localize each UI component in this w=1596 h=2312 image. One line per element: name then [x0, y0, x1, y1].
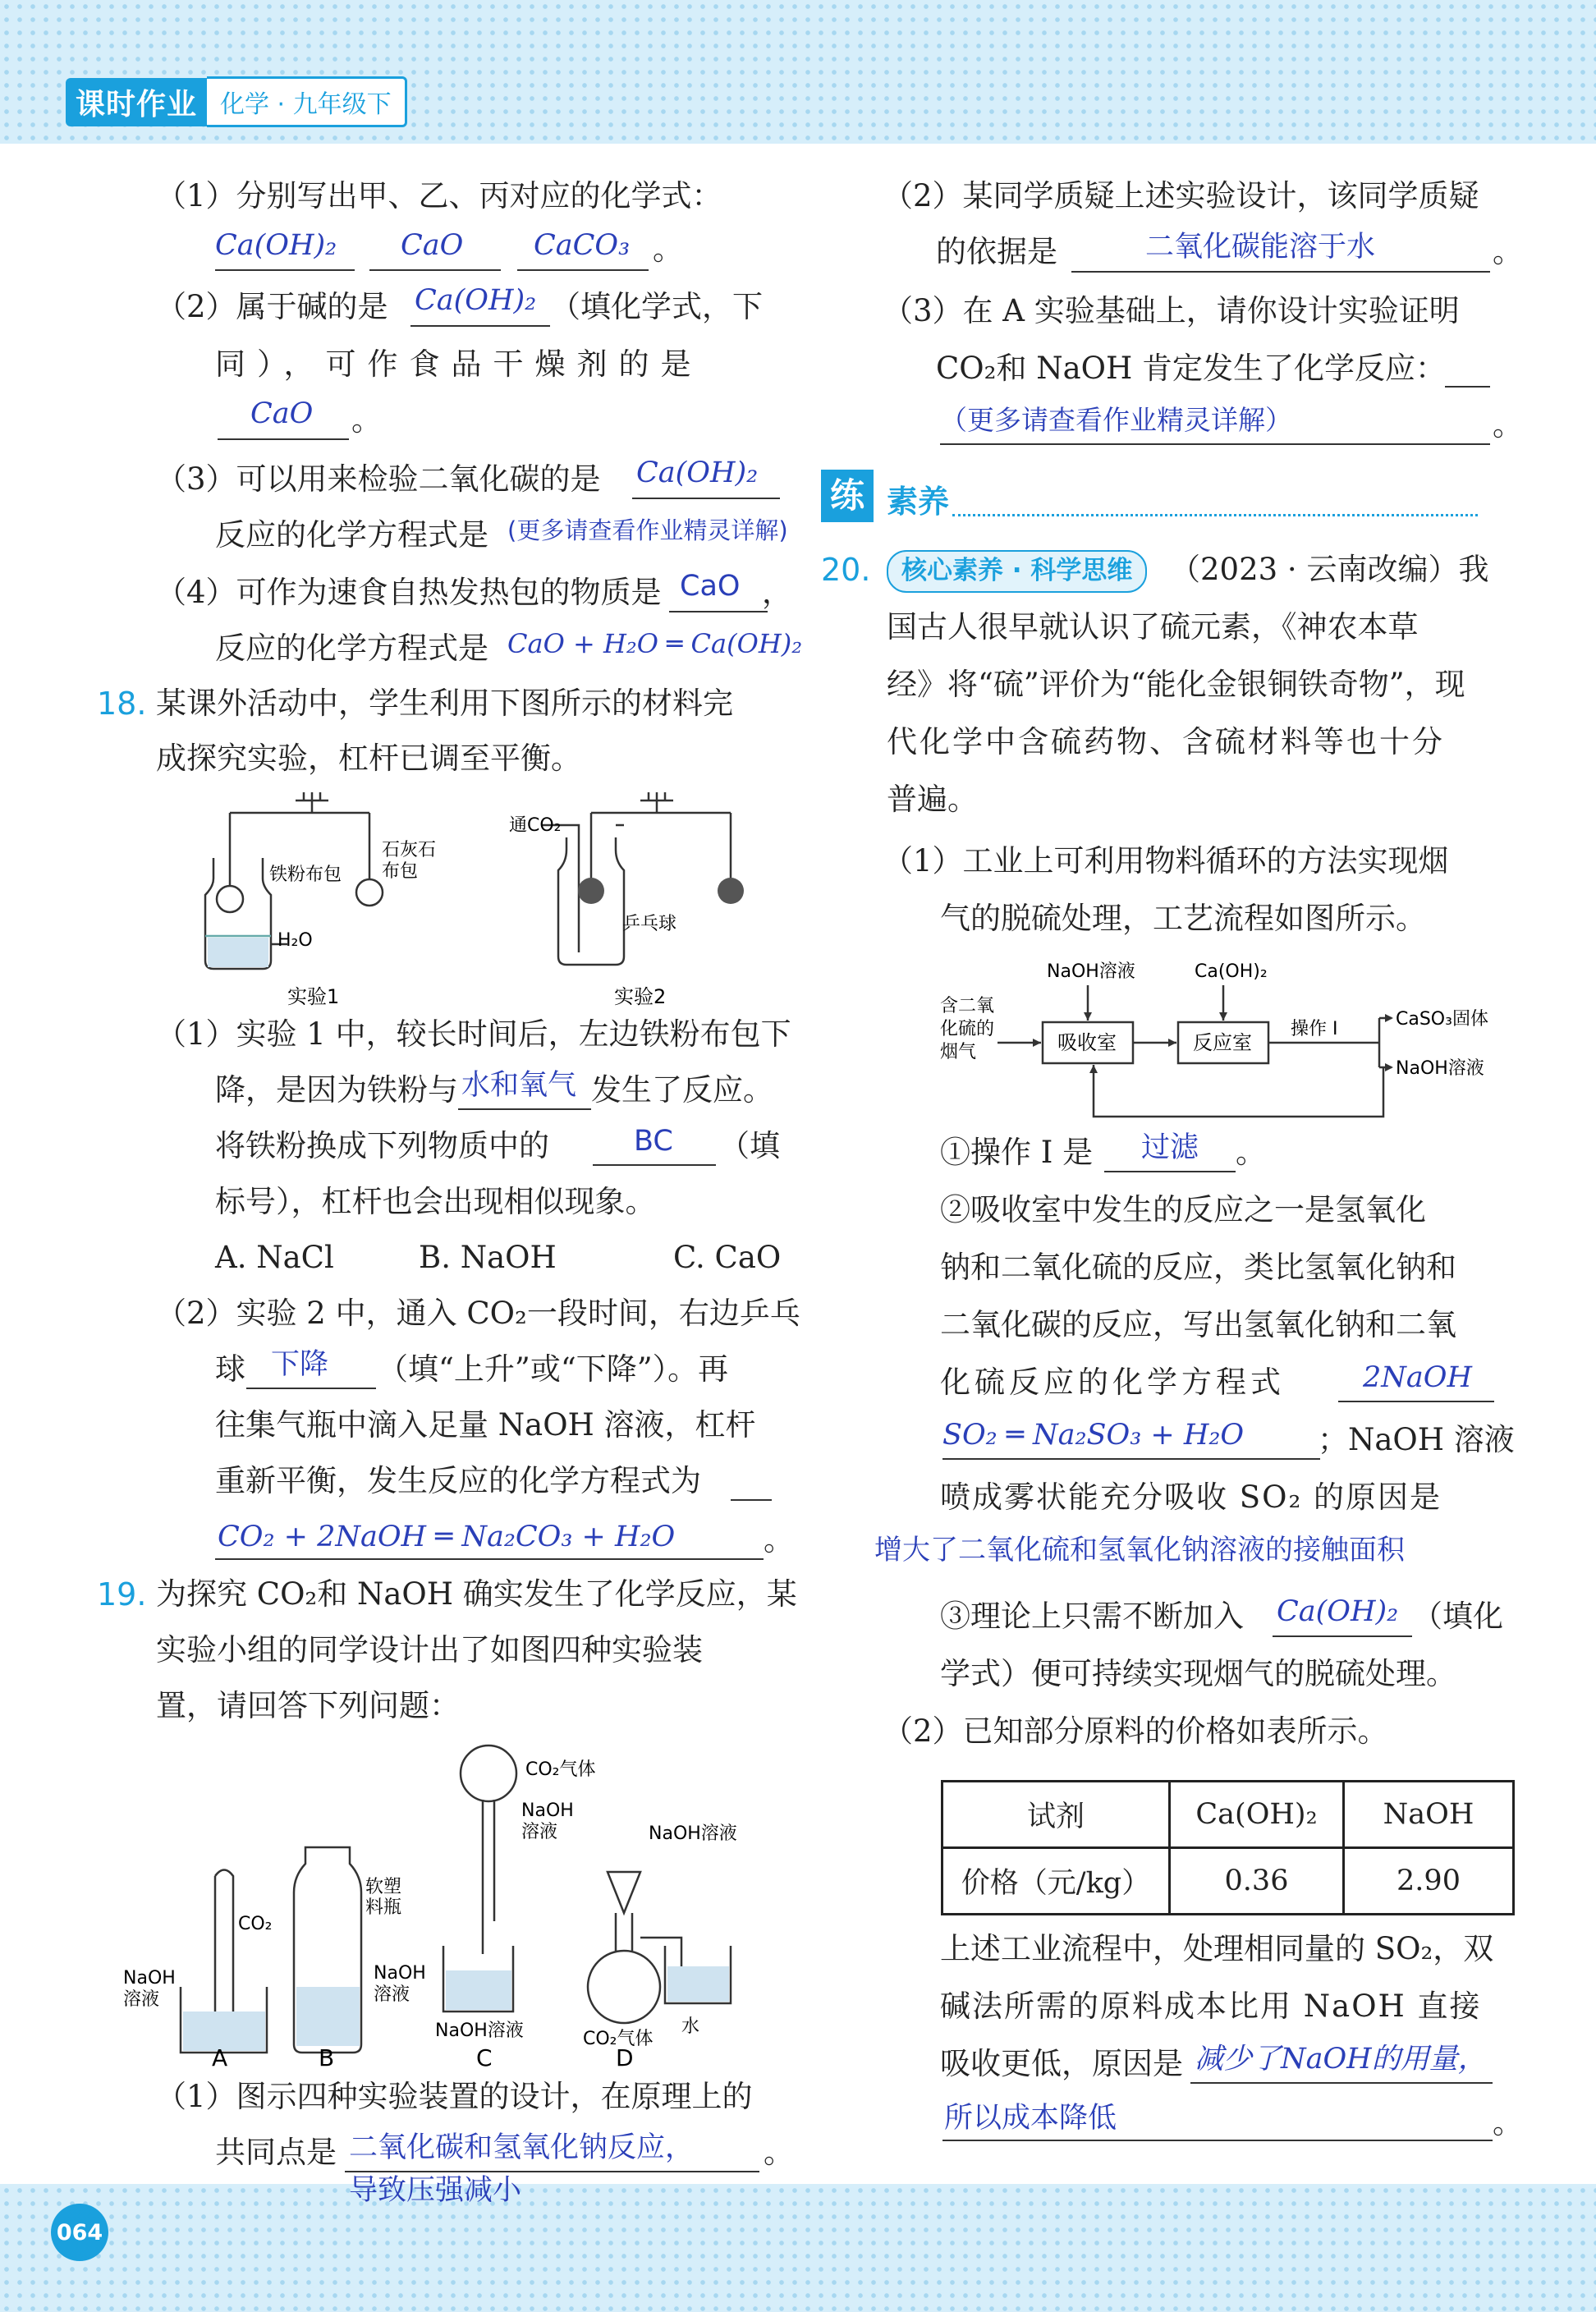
- q18-p2-answer-2: CO₂ + 2NaOH ═ Na₂CO₃ + H₂O: [218, 1521, 676, 1553]
- q18-option-a: A. NaCl: [215, 1240, 334, 1275]
- q17-p4-line1: （4）可作为速食自热发热包的物质是: [156, 575, 662, 610]
- q18-p2-line1: （2）实验 2 中，通入 CO₂一段时间，右边乒乓: [156, 1296, 800, 1331]
- answer-line: [246, 1388, 376, 1389]
- q17-p2-line1a: （2）属于碱的是: [156, 289, 388, 324]
- reaction-chamber: 反应室: [1193, 1031, 1252, 1054]
- label-cloth-bag: 布包: [382, 861, 419, 882]
- flow-caoh2-input: Ca(OH)₂: [1195, 961, 1268, 982]
- caption-exp1: 实验1: [287, 985, 340, 1008]
- caption-d: D: [616, 2044, 634, 2069]
- label-naoh-a: NaOH: [123, 1968, 176, 1989]
- caption-a: A: [212, 2044, 228, 2069]
- period: 。: [1493, 2105, 1523, 2140]
- label-co2-in: 通CO₂: [509, 815, 562, 836]
- footer-pattern: [0, 2184, 1596, 2312]
- q20-p1-line1: （1）工业上可利用物料循环的方法实现烟: [883, 843, 1449, 878]
- answer-line: [218, 438, 349, 440]
- q19-p3-line2: CO₂和 NaOH 肯定发生了化学反应：: [936, 351, 1447, 386]
- label-co2-gas-d: CO₂气体: [583, 2029, 654, 2049]
- q20-stem-2: 国古人很早就认识了硫元素，《神农本草: [887, 609, 1419, 645]
- q18-stem-1: 某课外活动中，学生利用下图所示的材料完: [156, 686, 733, 721]
- answer-line: [669, 611, 768, 612]
- q17-p4-answer-1: CaO: [680, 570, 741, 603]
- q20-s3-line1a: ③理论上只需不断加入: [940, 1599, 1244, 1634]
- answer-line: [1273, 1635, 1412, 1637]
- q20-s2-answer-1: 2NaOH: [1363, 1361, 1472, 1394]
- label-solution-a: 溶液: [123, 1989, 160, 2010]
- table-row: [942, 1848, 1514, 1915]
- comma: ，: [762, 575, 792, 610]
- q18-number: 18.: [97, 686, 147, 722]
- q18-p1-answer-1: 水和氧气: [461, 1069, 577, 1102]
- label-iron-bag: 铁粉布包: [269, 865, 342, 885]
- label-solution-c: 溶液: [521, 1822, 558, 1842]
- label-naoh-solution-d: NaOH溶液: [649, 1823, 737, 1844]
- q20-s1-answer: 过滤: [1141, 1131, 1199, 1164]
- label-water: H₂O: [277, 930, 313, 951]
- label-water-d: 水: [681, 2016, 700, 2037]
- q19-p1-answer-2: 导致压强减小: [349, 2174, 522, 2207]
- section-title: 素养: [887, 483, 950, 520]
- q20-s2-line2: 钠和二氧化硫的反应，类比氢氧化钠和: [940, 1250, 1456, 1285]
- q20-p2-line3: 碱法所需的原料成本比用 NaOH 直接: [940, 1989, 1482, 2024]
- q20-stem-1: （2023 · 云南改编）我: [1170, 552, 1489, 587]
- label-solution-b: 溶液: [374, 1984, 410, 2005]
- answer-line: [1071, 271, 1490, 273]
- q17-p1-answer-3: CaCO₃: [534, 229, 631, 262]
- q17-p1-text: （1）分别写出甲、乙、丙对应的化学式：: [156, 178, 722, 213]
- answer-line: [215, 269, 355, 271]
- period: 。: [1493, 234, 1523, 269]
- period: 。: [351, 402, 382, 438]
- q18-option-b: B. NaOH: [419, 1240, 557, 1275]
- label-co2-gas-c: CO₂气体: [525, 1759, 596, 1780]
- q18-p2-line3: 往集气瓶中滴入足量 NaOH 溶液，杠杆: [215, 1407, 756, 1443]
- q20-p1-line2: 气的脱硫处理，工艺流程如图所示。: [940, 901, 1426, 936]
- q18-p2-line4: 重新平衡，发生反应的化学方程式为: [215, 1463, 701, 1498]
- answer-line: [942, 1458, 1320, 1460]
- flow-gas-label-3: 烟气: [940, 1042, 977, 1062]
- q17-p3-line1: （3）可以用来检验二氧化碳的是: [156, 461, 601, 497]
- label-soft-bottle-1: 软塑: [365, 1877, 402, 1897]
- q20-s2-line3: 二氧化碳的反应，写出氢氧化钠和二氧: [940, 1307, 1456, 1342]
- q17-p2-answer-1: Ca(OH)₂: [415, 284, 537, 317]
- output-naoh: NaOH溶液: [1396, 1058, 1484, 1079]
- q20-stem-3: 经》将“硫”评价为“能化金银铜铁奇物”，现: [887, 667, 1465, 702]
- label-naoh-c: NaOH: [521, 1801, 574, 1821]
- q19-stem-2: 实验小组的同学设计出了如图四种实验装: [156, 1632, 703, 1667]
- answer-line: [410, 325, 550, 327]
- q18-p1-line4: 标号），杠杆也会出现相似现象。: [215, 1184, 656, 1219]
- q20-stem-5: 普遍。: [887, 782, 978, 817]
- flow-gas-label-2: 化硫的: [940, 1019, 995, 1039]
- q18-p1-line1: （1）实验 1 中，较长时间后，左边铁粉布包下: [156, 1016, 791, 1052]
- desulfurization-flow-diagram: [936, 952, 1543, 1133]
- output-caso3: CaSO₃固体: [1396, 1009, 1488, 1030]
- practice-icon: 练: [821, 470, 874, 522]
- q19-p1-line2: 共同点是: [215, 2135, 337, 2170]
- q17-p2-line2: 同），可作食品干燥剂的是: [215, 346, 703, 382]
- period: 。: [653, 232, 683, 267]
- label-co2-a: CO₂: [238, 1914, 273, 1934]
- period: 。: [1236, 1135, 1266, 1170]
- q20-s2-line1: ②吸收室中发生的反应之一是氢氧化: [940, 1192, 1426, 1227]
- q18-p1-line2b: 发生了反应。: [591, 1072, 773, 1108]
- period: 。: [764, 2135, 794, 2170]
- answer-line: [517, 269, 649, 271]
- q18-p1-line3b: （填: [719, 1128, 780, 1163]
- q17-p3-answer-1: Ca(OH)₂: [636, 456, 759, 489]
- label-pingpong: 乒乓球: [622, 914, 677, 934]
- section-divider: [952, 514, 1478, 516]
- q18-p1-line2a: 降，是因为铁粉与: [215, 1072, 458, 1108]
- answer-line: [215, 1558, 764, 1560]
- q20-number: 20.: [821, 552, 871, 588]
- competency-tag: 核心素养 · 科学思维: [887, 550, 1147, 593]
- q20-stem-4: 代化学中含硫药物、含硫材料等也十分: [887, 724, 1445, 759]
- answer-line: [632, 498, 780, 499]
- q19-p2-answer: 二氧化碳能溶于水: [1145, 231, 1376, 264]
- answer-line: [1190, 2082, 1493, 2084]
- q18-p2-line2b: （填“上升”或“下降”）。再: [378, 1351, 729, 1387]
- q20-s2-answer-2: SO₂ ═ Na₂SO₃ + H₂O: [942, 1419, 1245, 1452]
- table-header: NaOH: [1344, 1782, 1514, 1848]
- q19-apparatus-figure: [115, 1741, 772, 2069]
- q20-p2-answer-1: 减少了NaOH的用量，: [1195, 2043, 1487, 2076]
- label-soft-bottle-2: 料瓶: [365, 1897, 402, 1918]
- absorption-chamber: 吸收室: [1057, 1031, 1117, 1054]
- q19-stem-1: 为探究 CO₂和 NaOH 确实发生了化学反应，某: [156, 1576, 797, 1612]
- q18-stem-2: 成探究实验，杠杆已调至平衡。: [156, 741, 581, 776]
- caption-b: B: [319, 2044, 335, 2069]
- q18-lever-figure: [181, 788, 772, 1010]
- q20-s3-line1b: （填化: [1412, 1599, 1503, 1634]
- caption-c: C: [476, 2044, 493, 2069]
- q19-p1-answer-1: 二氧化碳和氢氧化钠反应，: [349, 2131, 695, 2164]
- q19-p3-answer: （更多请查看作业精灵详解）: [940, 404, 1292, 436]
- operation-1-label: 操作 I: [1291, 1019, 1338, 1039]
- label-naoh-b: NaOH: [374, 1963, 426, 1984]
- price-table: [941, 1780, 1515, 1915]
- label-naoh-solution-c: NaOH溶液: [435, 2021, 524, 2041]
- q20-s2-answer-3: 增大了二氧化硫和氢氧化钠溶液的接触面积: [874, 1534, 1405, 1567]
- q20-p2-answer-2: 所以成本降低: [944, 2102, 1117, 2135]
- answer-line: [1104, 1171, 1236, 1172]
- answer-line: [458, 1108, 591, 1110]
- q17-p2-line1b: （填化学式，下: [550, 289, 763, 324]
- answer-line: [942, 2140, 1493, 2141]
- flow-naoh-input: NaOH溶液: [1047, 961, 1135, 982]
- q20-p2-line4: 吸收更低，原因是: [940, 2046, 1183, 2081]
- q18-p2-answer-1: 下降: [271, 1348, 329, 1381]
- answer-line: [369, 269, 501, 271]
- label-limestone: 石灰石: [382, 840, 437, 860]
- q18-p1-answer-2: BC: [634, 1125, 673, 1158]
- q18-p1-line3a: 将铁粉换成下列物质中的: [215, 1128, 549, 1163]
- q20-p2-line1: （2）已知部分原料的价格如表所示。: [883, 1713, 1388, 1749]
- q19-p1-line1: （1）图示四种实验装置的设计，在原理上的: [156, 2079, 753, 2114]
- q17-p1-answer-1: Ca(OH)₂: [215, 229, 337, 262]
- q17-p4-line2: 反应的化学方程式是: [215, 631, 488, 666]
- q20-p2-line2: 上述工业流程中，处理相同量的 SO₂，双: [940, 1931, 1494, 1966]
- q19-p3-line1: （3）在 A 实验基础上，请你设计实验证明: [883, 293, 1460, 328]
- header-brand: [66, 79, 407, 125]
- book-subtitle: 化学 · 九年级下: [207, 76, 407, 127]
- q20-s3-answer: Ca(OH)₂: [1277, 1595, 1399, 1628]
- brand-logo: 课时作业: [66, 78, 207, 126]
- q19-stem-3: 置，请回答下列问题：: [156, 1688, 460, 1723]
- q19-number: 19.: [97, 1576, 147, 1612]
- table-row: [942, 1782, 1514, 1848]
- q19-p2-line2: 的依据是: [936, 234, 1057, 269]
- q20-s2-line4: 化硫反应的化学方程式: [940, 1365, 1285, 1400]
- answer-line: [1338, 1401, 1494, 1402]
- table-cell: 价格（元/kg）: [942, 1848, 1170, 1915]
- caption-exp2: 实验2: [614, 985, 667, 1008]
- q20-s2-line5b: ；NaOH 溶液: [1318, 1422, 1515, 1457]
- answer-line: [593, 1164, 716, 1166]
- q17-p2-answer-2: CaO: [250, 397, 314, 430]
- answer-line: [940, 443, 1490, 445]
- table-header: Ca(OH)₂: [1170, 1782, 1344, 1848]
- period: 。: [1493, 407, 1523, 443]
- answer-line: [1445, 386, 1490, 388]
- q18-p2-line2a: 球: [215, 1351, 245, 1387]
- flow-gas-label-1: 含二氧: [940, 996, 995, 1016]
- table-header: 试剂: [942, 1782, 1170, 1848]
- q17-p1-answer-2: CaO: [401, 229, 464, 262]
- q17-p3-answer-2: (更多请查看作业精灵详解): [507, 516, 788, 544]
- q20-s1-text: ①操作 I 是: [940, 1135, 1094, 1170]
- q18-option-c: C. CaO: [673, 1240, 782, 1275]
- answer-line: [731, 1499, 772, 1501]
- page-number: 064: [51, 2204, 108, 2261]
- period: 。: [764, 1522, 794, 1557]
- q20-s3-line2: 学式）便可持续实现烟气的脱硫处理。: [940, 1656, 1456, 1691]
- q17-p4-answer-2: CaO + H₂O ═ Ca(OH)₂: [507, 628, 803, 659]
- q19-p2-line1: （2）某同学质疑上述实验设计，该同学质疑: [883, 178, 1479, 213]
- q17-p3-line2: 反应的化学方程式是: [215, 517, 488, 553]
- table-cell: 2.90: [1344, 1848, 1514, 1915]
- table-cell: 0.36: [1170, 1848, 1344, 1915]
- q20-s2-line6: 喷成雾状能充分吸收 SO₂ 的原因是: [940, 1479, 1442, 1515]
